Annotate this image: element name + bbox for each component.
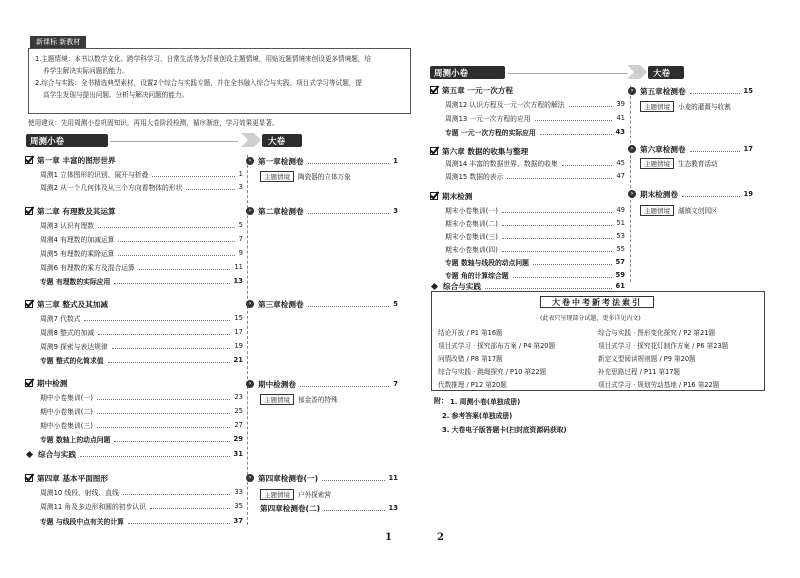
list-item[interactable]: 周测5 有理数的乘除运算 9 — [40, 249, 243, 258]
theme-row: 主题情境 小麦的灌溉与收割 — [640, 101, 780, 111]
theme-row: 主题情境 户外探索营 — [260, 489, 400, 499]
arrow-icon: › — [246, 300, 254, 308]
check-icon — [25, 379, 33, 387]
big-exam[interactable]: › 期中检测卷 7 — [246, 379, 398, 389]
notes-box — [28, 48, 411, 114]
theme-row: 主题情境 郁金香的特殊 — [260, 394, 400, 404]
list-item[interactable]: 期末小卷集训(三) 53 — [445, 232, 625, 241]
list-item[interactable]: 周测7 代数式 15 — [40, 314, 243, 323]
page-number: 2 — [437, 532, 444, 543]
theme-row: 主题情境 生态教育活动 — [640, 158, 780, 168]
list-item[interactable]: 期末小卷集训(一) 49 — [445, 206, 625, 215]
list-item[interactable]: 周测4 有理数的加减运算 7 — [40, 235, 243, 244]
list-item[interactable]: 周测10 线段、射线、直线 33 — [40, 488, 243, 497]
list-item[interactable]: 周测8 整式的加减 17 — [40, 328, 243, 337]
arrow-icon: › — [246, 474, 254, 482]
list-item[interactable]: 期末小卷集训(四) 55 — [445, 245, 625, 254]
index-cell: 综合与实践 · 跳绳探究 / P10 第22题 — [438, 368, 547, 376]
index-title: 大卷中考新考法索引 — [540, 296, 654, 308]
page-number: 1 — [385, 532, 392, 543]
check-icon — [25, 474, 33, 482]
chapter-2[interactable]: 第二章 有理数及其运算 — [25, 206, 240, 216]
list-item[interactable]: 期中小卷集训(三) 27 — [40, 421, 243, 430]
chapter-4[interactable]: 第四章 基本平面图形 — [25, 473, 240, 483]
list-item[interactable]: 周测12 认识方程及一元一次方程的解法 39 — [445, 100, 625, 109]
right-divider — [630, 86, 631, 282]
note-line-1: 1.主题情境：本书以数学文化、跨学科学习、日常生活等为背景创设主题情境，用贴近题情境来创设更多情境题，培 — [35, 55, 371, 63]
arrow-icon: › — [628, 190, 636, 198]
chapter-3[interactable]: 第三章 整式及其加减 — [25, 299, 240, 309]
dajuan-arrow-icon — [241, 133, 261, 147]
check-icon — [25, 300, 33, 308]
mid-exam[interactable]: 期中检测 — [25, 378, 240, 388]
arrow-icon: › — [246, 380, 254, 388]
usage-note: 使用建议：先用周测小卷巩固知识，再用大卷阶段检测，循序渐进，学习效果更显著。 — [28, 119, 279, 127]
appendix-item: 2. 参考答案(单独成册) — [442, 412, 513, 420]
list-item[interactable]: 周测3 认识有理数 5 — [40, 221, 243, 230]
check-icon — [430, 147, 438, 155]
dajuan-label: 大卷 — [653, 69, 671, 79]
list-item[interactable]: 专题 角的计算综合题 59 — [445, 271, 625, 280]
index-cell: 结论开放 / P1 第16题 — [438, 329, 503, 337]
theme-row: 主题情境 陶瓷器的立体万象 — [260, 171, 400, 181]
appendix-item: 1. 周测小卷(单独成册) — [450, 398, 521, 406]
check-icon — [25, 207, 33, 215]
index-cell: 项目式学习 · 探究花灯制作方案 / P6 第23题 — [598, 342, 729, 350]
diamond-icon — [26, 450, 33, 457]
index-subtitle: (此表只呈现部分试题，更多详见内文) — [540, 315, 641, 322]
list-item[interactable]: 专题 一元一次方程的实际应用 43 — [445, 128, 625, 137]
list-item[interactable]: 专题 数轴与线段的动点问题 57 — [445, 258, 625, 267]
list-item[interactable]: 周测15 数据的表示 47 — [445, 172, 625, 181]
list-item[interactable]: 期中小卷集训(一) 23 — [40, 393, 243, 402]
check-icon — [430, 192, 438, 200]
list-item[interactable]: 周测1 立体图形的识别、展开与折叠 1 — [40, 170, 243, 179]
big-exam[interactable]: › 第五章检测卷 15 — [628, 86, 753, 96]
list-item[interactable]: 专题 数轴上的动点问题 29 — [40, 435, 243, 444]
arrow-icon: › — [246, 157, 254, 165]
chapter-5[interactable]: 第五章 一元一次方程 — [430, 85, 625, 95]
chapter-1[interactable]: 第一章 丰富的图形世界 — [25, 155, 240, 165]
theme-row: 主题情境 湖镇文创园区 — [640, 205, 780, 215]
zonghe-item[interactable]: 综合与实践 31 — [27, 449, 243, 459]
arrow-icon: › — [628, 87, 636, 95]
appendix-title: 附： — [434, 397, 448, 405]
big-exam[interactable]: › 期末检测卷 19 — [628, 189, 753, 199]
zonghe-item[interactable]: 综合与实践 61 — [432, 281, 625, 291]
index-cell: 新定义型阅读规则题 / P9 第20题 — [598, 355, 696, 363]
big-exam[interactable]: › 第三章检测卷 5 — [246, 299, 398, 309]
note-line-2: 2.综合与实践：全书精选典型素材，设置2个综合与实践专题，并在全书融入综合与实践、项目式学习等试题，提 — [35, 79, 362, 87]
index-cell: 项目式学习 · 探究部布方案 / P4 第20题 — [438, 342, 556, 350]
big-exam[interactable]: › 第六章检测卷 17 — [628, 144, 753, 154]
divider — [110, 141, 238, 142]
big-exam[interactable]: › 第四章检测卷(一) 11 — [246, 473, 398, 483]
dajuan-label: 大卷 — [268, 137, 286, 147]
index-cell: 项目式学习 · 规划劳动基地 / P16 第22题 — [598, 381, 720, 389]
list-item[interactable]: 专题 整式的化简求值 21 — [40, 356, 243, 365]
arrow-icon: › — [246, 207, 254, 215]
list-item[interactable]: 专题 有理数的实际应用 13 — [40, 277, 243, 286]
final-exam[interactable]: 期末检测 — [430, 191, 625, 201]
dajuan-arrow-icon — [627, 65, 647, 79]
diamond-icon — [431, 282, 438, 289]
big-exam[interactable]: › 第二章检测卷 3 — [246, 206, 398, 216]
arrow-icon: › — [628, 145, 636, 153]
index-cell: 代数推理 / P12 第20题 — [438, 381, 507, 389]
list-item[interactable]: 周测13 一元一次方程的应用 41 — [445, 114, 625, 123]
index-cell: 问情改错 / P8 第17题 — [438, 355, 503, 363]
appendix-item: 3. 大卷电子版答题卡(扫封底资源码获取) — [442, 426, 567, 434]
list-item[interactable]: 期末小卷集训(二) 51 — [445, 219, 625, 228]
note-line-1b: 养学生解决实际问题的能力。 — [43, 67, 129, 75]
header-tag: 新课标 新教材 — [30, 36, 86, 48]
zhouce-label: 周测小卷 — [434, 69, 469, 79]
check-icon — [25, 156, 33, 164]
list-item[interactable]: 专题 与线段中点有关的计算 37 — [40, 517, 243, 526]
note-line-2b: 高学生发现与提出问题、分析与解决问题的能力。 — [43, 91, 189, 99]
chapter-6[interactable]: 第六章 数据的收集与整理 — [430, 146, 625, 156]
list-item[interactable]: 周测2 从一个几何体及从三个方向看物体的形状 3 — [40, 183, 243, 192]
list-item[interactable]: 期中小卷集训(二) 25 — [40, 407, 243, 416]
list-item[interactable]: 周测9 探索与表达规律 19 — [40, 342, 243, 351]
index-cell: 综合与实践 · 图形变化探究 / P2 第21题 — [598, 329, 716, 337]
index-cell: 补充思路过程 / P11 第17题 — [598, 368, 681, 376]
list-item[interactable]: 周测11 角及多边形和圆的初步认识 35 — [40, 502, 243, 511]
zhouce-label: 周测小卷 — [30, 137, 65, 147]
list-item[interactable]: 周测6 有理数的乘方及混合运算 11 — [40, 263, 243, 272]
big-exam[interactable]: › 第一章检测卷 1 — [246, 156, 398, 166]
list-item[interactable]: 周测14 丰富的数据世界、数据的收集 45 — [445, 159, 625, 168]
check-icon — [430, 86, 438, 94]
divider — [508, 73, 628, 74]
big-exam[interactable]: 第四章检测卷(二) 13 — [260, 503, 398, 513]
